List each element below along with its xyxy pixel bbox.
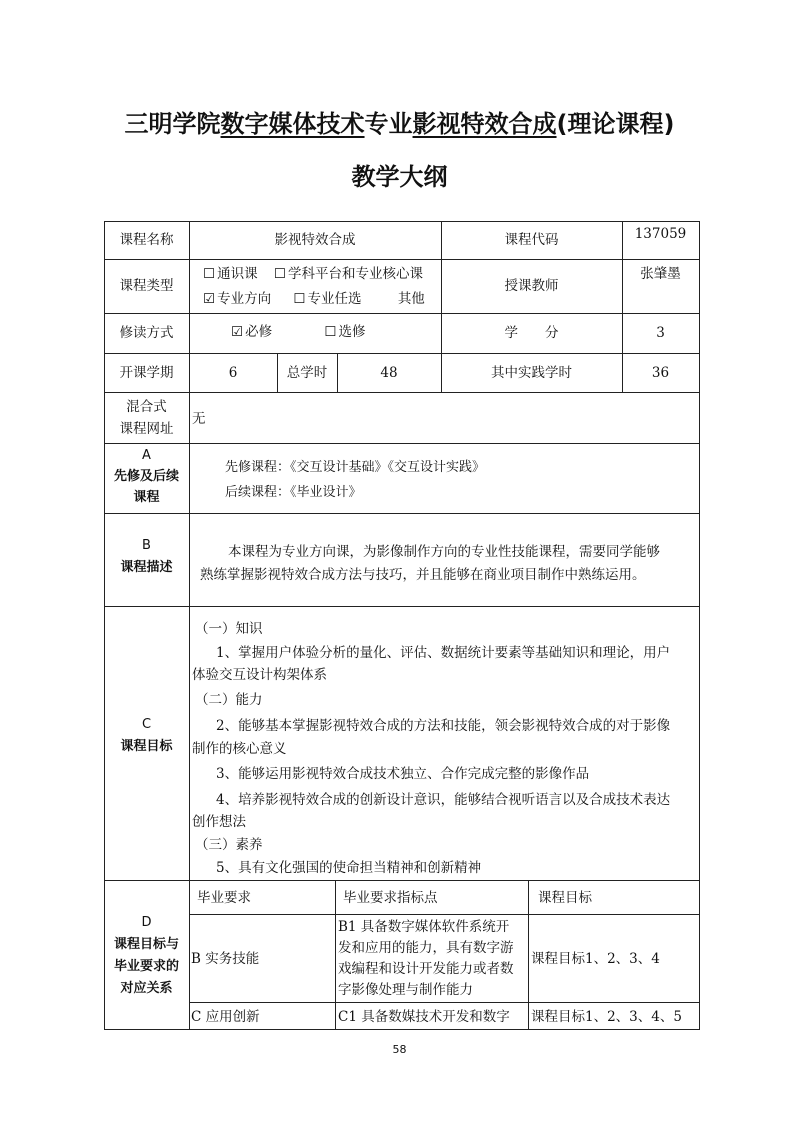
section-d-label: D 课程目标与 毕业要求的 对应关系 [113,915,179,996]
credit-label: 学 分 [504,325,559,341]
checkbox-checked-icon: ☑ [231,324,244,340]
hours-label: 总学时 [286,364,328,381]
objective-1-line2: 体验交互设计构架体系 [192,667,327,683]
table-row-c-requirement: C 应用创新 [191,1009,260,1025]
type-option-direction: ☑ 专业方向 [203,291,272,307]
title-kind: (理论课程) [556,110,675,138]
course-type-options-line1 [203,265,439,285]
page-number: 58 [392,1043,407,1056]
semester-label: 开课学期 [119,364,174,381]
study-mode-label: 修读方式 [119,325,174,341]
objective-ability-heading: （二）能力 [195,692,263,708]
mode-option-elective: ☐ 选修 [324,324,366,340]
course-code-label: 课程代码 [504,232,559,248]
course-name-value: 影视特效合成 [274,232,356,248]
type-option-elective: ☐ 专业任选 [293,291,362,307]
section-b-label: B 课程描述 [120,538,173,575]
document-subtitle: 教学大纲 [351,163,448,191]
section-c-label: C 课程目标 [120,717,173,754]
header-course-objective: 课程目标 [538,890,592,906]
mode-option-required: ☑ 必修 [231,324,273,340]
checkbox-checked-icon: ☑ [203,291,216,307]
course-name-label: 课程名称 [119,232,174,248]
hours-value: 48 [380,364,398,381]
course-description-line1: 本课程为专业方向课，为影像制作方向的专业性技能课程，需要同学能够 [228,544,660,560]
section-a-label: A 先修及后续 课程 [113,448,179,505]
table-row-b-indicator: B1 具备数字媒体软件系统开 发和应用的能力，具有数字游 戏编程和设计开发能力或者数 字影像处理与制作能力 [338,919,514,998]
header-graduation-requirement: 毕业要求 [197,890,251,906]
table-row-c-objective: 课程目标1、2、3、4、5 [531,1009,682,1025]
practice-hours-label: 其中实践学时 [491,364,572,381]
type-option-core: ☐ 学科平台和专业核心课 [273,266,424,282]
objective-2-line2: 制作的核心意义 [192,741,287,757]
title-course: 影视特效合成 [412,110,557,138]
objective-5: 5、具有文化强国的使命担当精神和创新精神 [216,860,482,876]
teacher-label: 授课教师 [504,278,559,294]
practice-hours-value: 36 [651,364,670,381]
document-title [0,104,799,139]
semester-value: 6 [228,364,238,381]
title-school: 三明学院 [124,110,221,138]
table-row-b-requirement: B 实务技能 [191,951,260,967]
prerequisite-courses: 先修课程：《交互设计基础》《交互设计实践》 [225,460,486,475]
mixed-course-label: 混合式 课程网址 [119,399,174,437]
checkbox-unchecked-icon: ☐ [203,266,216,282]
course-code-value: 137059 [634,226,687,242]
header-requirement-indicator: 毕业要求指标点 [343,890,438,906]
table-row-c-indicator: C1 具备数媒技术开发和数字 [338,1009,510,1025]
objective-4-line1: 4、培养影视特效合成的创新设计意识，能够结合视听语言以及合成技术表达 [216,792,671,808]
checkbox-unchecked-icon: ☐ [324,324,337,340]
title-zhuanye: 专业 [364,110,413,138]
checkbox-unchecked-icon: ☐ [293,291,306,307]
objective-quality-heading: （三）素养 [195,837,263,853]
objective-1-line1: 1、掌握用户体验分析的量化、评估、数据统计要素等基础知识和理论，用户 [216,645,671,661]
course-description-line2: 熟练掌握影视特效合成方法与技巧，并且能够在商业项目制作中熟练运用。 [200,567,646,583]
teacher-value: 张肇墨 [640,266,681,282]
follow-up-courses: 后续课程：《毕业设计》 [225,485,362,500]
checkbox-unchecked-icon: ☐ [273,266,287,282]
objective-knowledge-heading: （一）知识 [195,621,263,637]
objective-4-line2: 创作想法 [192,814,246,830]
mixed-course-url: 无 [192,411,206,427]
credit-value: 3 [656,325,665,341]
title-major: 数字媒体技术 [220,110,365,138]
type-option-other: 其他 [397,291,425,307]
objective-2-line1: 2、能够基本掌握影视特效合成的方法和技能，领会影视特效合成的对于影像 [216,718,671,734]
course-type-options-line2 [203,290,439,310]
course-type-label: 课程类型 [119,278,174,294]
type-option-general: ☐ 通识课 [203,266,258,282]
study-mode-options [231,323,439,343]
objective-3: 3、能够运用影视特效合成技术独立、合作完成完整的影像作品 [216,766,590,782]
table-row-b-objective: 课程目标1、2、3、4 [531,951,660,967]
